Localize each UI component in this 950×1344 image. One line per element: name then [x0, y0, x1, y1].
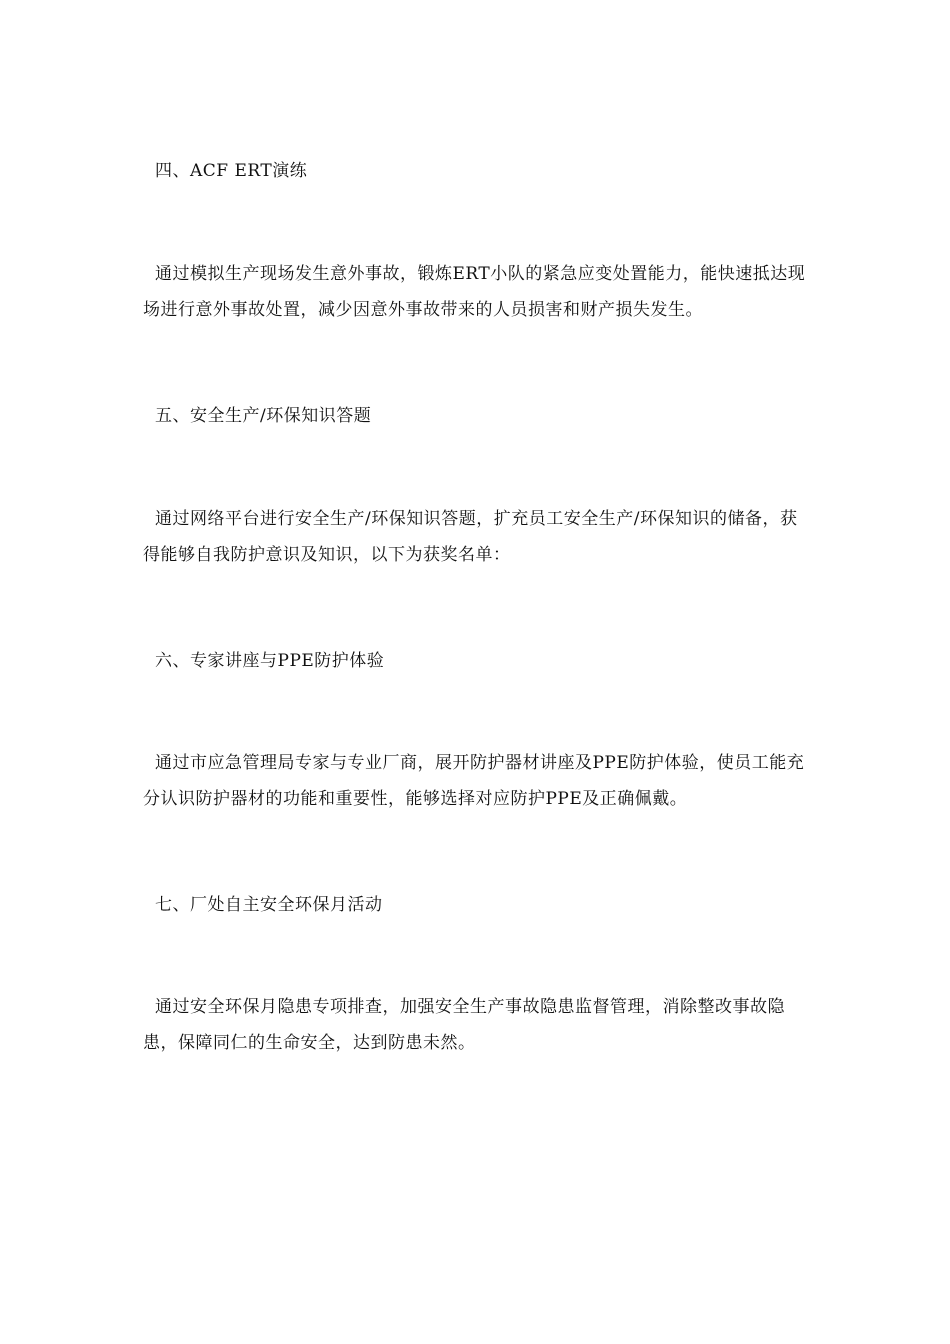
- section-heading-5: 五、安全生产/环保知识答题: [155, 406, 372, 426]
- section-body-5: 通过网络平台进行安全生产/环保知识答题，扩充员工安全生产/环保知识的储备，获得能够自我防护意识及知识，以下为获奖名单：: [143, 509, 798, 565]
- section-heading-7: 七、厂处自主安全环保月活动: [155, 895, 383, 915]
- section-body-6: 通过市应急管理局专家与专业厂商，展开防护器材讲座及PPE防护体验，使员工能充分认识防护器材的功能和重要性，能够选择对应防护PPE及正确佩戴。: [143, 753, 805, 809]
- section-heading-4: 四、ACF ERT演练: [155, 161, 308, 181]
- section-body-7: 通过安全环保月隐患专项排查，加强安全生产事故隐患监督管理，消除整改事故隐患，保障同仁的生命安全，达到防患未然。: [143, 997, 785, 1053]
- section-heading-6: 六、专家讲座与PPE防护体验: [155, 651, 385, 671]
- section-body-4: 通过模拟生产现场发生意外事故，锻炼ERT小队的紧急应变处置能力，能快速抵达现场进行意外事故处置，减少因意外事故带来的人员损害和财产损失发生。: [143, 264, 806, 320]
